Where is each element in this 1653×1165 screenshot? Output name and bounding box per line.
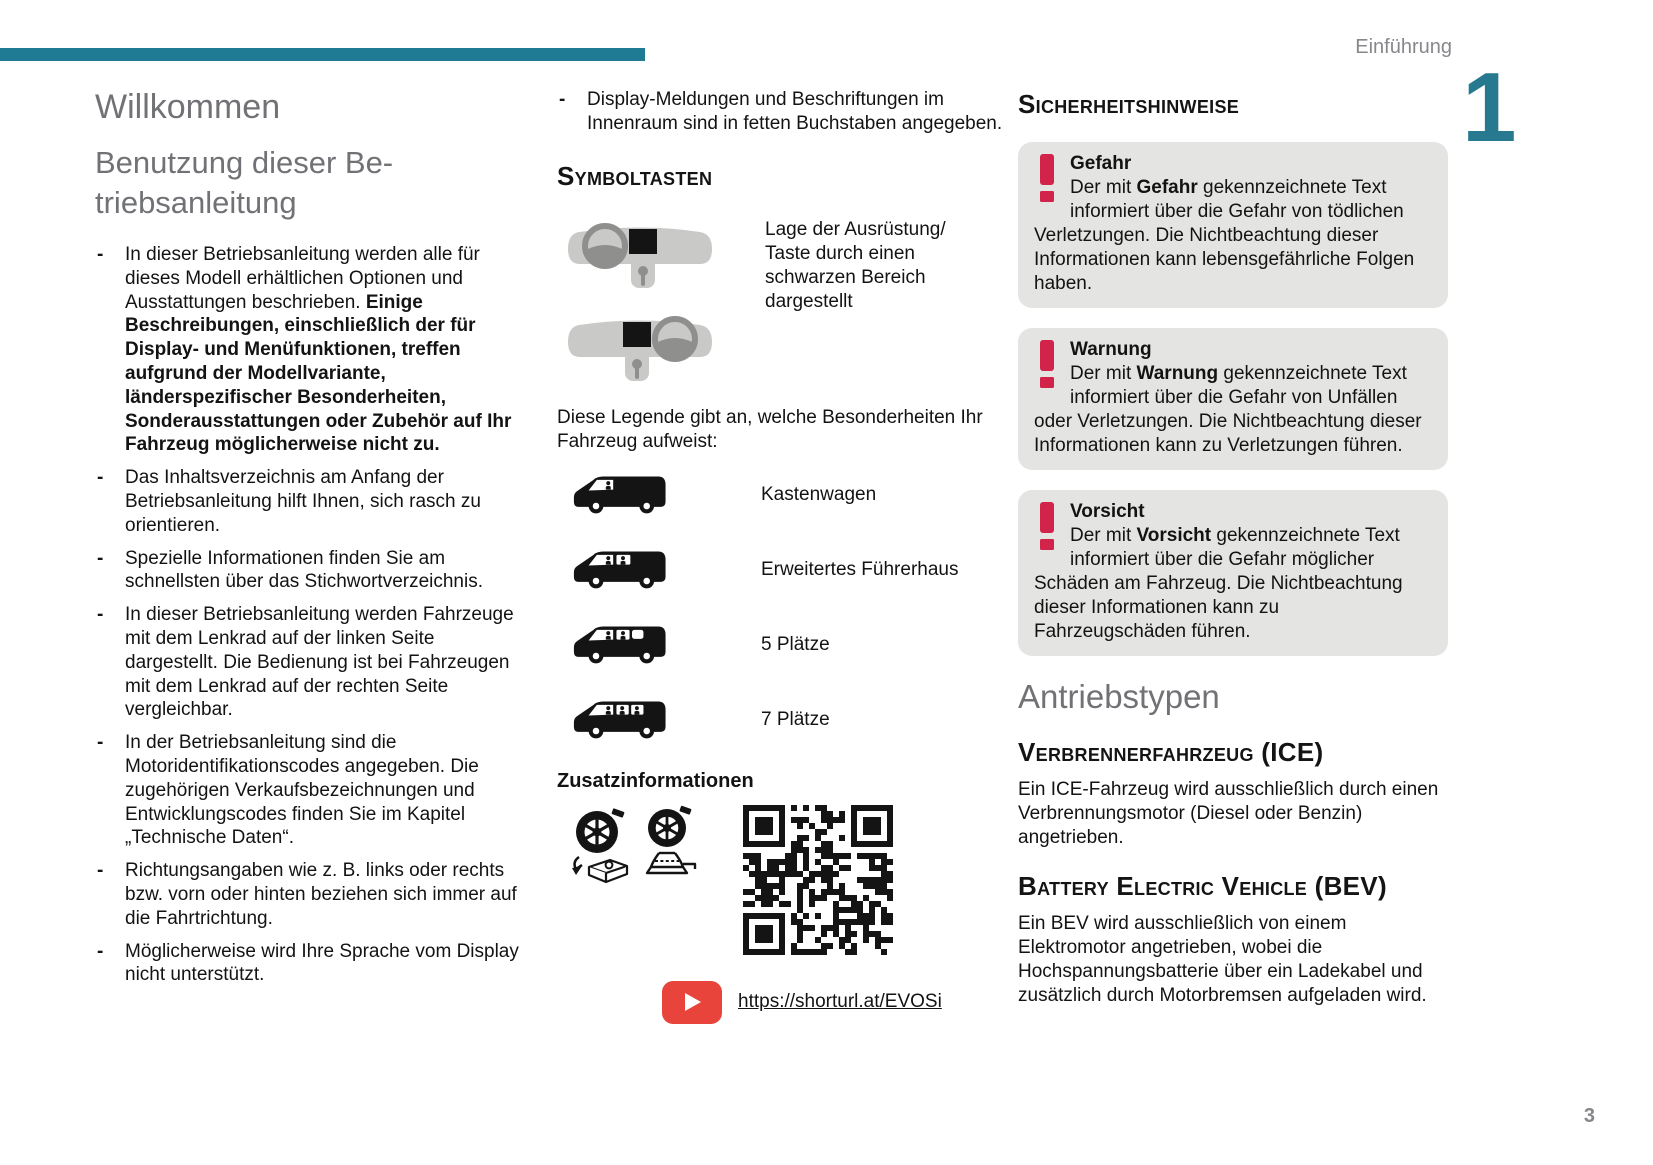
- legend-row-erweitertes-fuehrerhaus: [573, 545, 1015, 595]
- warning-box: Warnung Der mit Warnung gekennzeichnete Text informiert über die Gefahr von Unfällen oder Verletzungen. Die Nichtbeachtung dieser Informationen kann zu Verletzungen führen.: [1018, 328, 1448, 470]
- bev-paragraph: Ein BEV wird ausschließlich von einem Elektromotor angetrieben, wobei die Hochspannungsbatterie über ein Ladekabel und zusätzlich durch Motorbremsen aufgeladen wird.: [1018, 913, 1427, 1006]
- legend-label: 7 Plätze: [761, 708, 830, 730]
- bev-heading: Battery Electric Vehicle (BEV): [1018, 871, 1387, 901]
- legend-row-7-plaetze: [573, 695, 1015, 745]
- box-title: Gefahr: [1070, 153, 1132, 174]
- safety-boxes: [1018, 142, 1448, 656]
- page-title: Willkommen: [95, 88, 281, 126]
- symbol-key-row: [557, 212, 1015, 392]
- video-link[interactable]: https://shorturl.at/EVOSi: [738, 991, 942, 1013]
- list-item: - Spezielle Informationen finden Sie am schnellsten über das Stichwortverzeichnis.: [97, 547, 484, 593]
- video-link-row: [662, 981, 1015, 1024]
- tire-icons: [567, 805, 703, 894]
- zusatz-icons-row: [567, 805, 1015, 955]
- ice-paragraph: Ein ICE-Fahrzeug wird ausschließlich durch einen Verbrennungsmotor (Diesel oder Benzin) angetrieben.: [1018, 779, 1439, 848]
- danger-box: Gefahr Der mit Gefahr gekennzeichnete Text informiert über die Gefahr von tödlichen Verletzungen. Die Nichtbeachtung dieser Informationen kann lebensgefährliche Folgen haben.: [1018, 142, 1448, 308]
- page-number: 3: [1583, 1105, 1595, 1127]
- chapter-number: 1: [1462, 52, 1517, 162]
- legend-row-kastenwagen: [573, 470, 1015, 520]
- list-item: - Display-Meldungen und Beschriftungen im Innenraum sind in fetten Buchstaben angegeben.: [559, 89, 1003, 134]
- list-item: - Das Inhaltsverzeichnis am Anfang der Betriebsanleitung hilft Ihnen, sich rasch zu orientieren.: [97, 467, 481, 536]
- youtube-play-icon[interactable]: [662, 981, 722, 1024]
- dashboard-right-hand-drive-icon: [567, 305, 713, 392]
- legend-row-5-plaetze: [573, 620, 1015, 670]
- left-column: [95, 88, 527, 996]
- qr-code: [743, 805, 893, 955]
- van-5-seats-icon: [573, 620, 673, 670]
- caution-box: Vorsicht Der mit Vorsicht gekennzeichnete Text informiert über die Gefahr möglicher Schäden am Fahrzeug. Die Nichtbeachtung dieser Informationen kann zu Fahrzeugschäden führen.: [1018, 490, 1448, 656]
- exclamation-icon: [1036, 502, 1058, 552]
- legend-label: Erweitertes Führerhaus: [761, 558, 959, 580]
- legend-intro: Diese Legende gibt an, welche Besonderheiten Ihr Fahrzeug aufweist:: [557, 406, 983, 452]
- list-item: - Richtungsangaben wie z. B. links oder rechts bzw. vorn oder hinten beziehen sich immer auf die Fahrtrichtung.: [97, 860, 517, 929]
- exclamation-icon: [1036, 340, 1058, 390]
- vehicle-legend: [573, 470, 1015, 745]
- tire-inflator-kit-icon: [567, 805, 633, 894]
- legend-label: 5 Plätze: [761, 633, 830, 655]
- running-header: Einführung: [1355, 36, 1452, 58]
- exclamation-icon: [1036, 154, 1058, 204]
- ice-heading: Verbrennerfahrzeug (ICE): [1018, 737, 1324, 767]
- section-subtitle: [95, 143, 527, 223]
- list-item: - In dieser Betriebsanleitung werden Fahrzeuge mit dem Lenkrad auf der linken Seite dargestellt. Die Bedienung ist bei Fahrzeugen mit dem Lenkrad auf der rechten Seite vergleichbar.: [97, 604, 514, 721]
- subtitle-line: triebsanleitung: [95, 185, 297, 220]
- box-title: Vorsicht: [1070, 501, 1145, 522]
- intro-bullet-list-continued: [557, 88, 1015, 136]
- right-column: [1018, 88, 1448, 1008]
- van-7-seats-icon: [573, 695, 673, 745]
- middle-column: [557, 88, 1015, 1024]
- list-item: - Möglicherweise wird Ihre Sprache vom Display nicht unterstützt.: [97, 940, 519, 986]
- box-title: Warnung: [1070, 339, 1152, 360]
- dashboard-left-hand-drive-icon: [567, 212, 713, 299]
- list-item: - In dieser Betriebsanleitung werden alle für dieses Modell erhältlichen Optionen und Ausstattungen beschrieben. Einige Beschreibungen, einschließlich der für Display- und Menüfunktionen, treffen aufgrund der Modellvariante, länderspezifischer Besonderheiten, Sonderausstattungen oder Zubehör auf Ihr Fahrzeug möglicherweise nicht zu.: [97, 244, 512, 456]
- van-cargo-icon: [573, 470, 673, 520]
- intro-bullet-list: [95, 243, 527, 987]
- symboltasten-heading: Symboltasten: [557, 160, 713, 191]
- van-crew-cab-icon: [573, 545, 673, 595]
- list-item: - In der Betriebsanleitung sind die Motoridentifikationscodes angegeben. Die zugehörigen Verkaufsbezeichnungen und Entwicklungscodes finden Sie im Kapitel „Technische Daten“.: [97, 732, 479, 849]
- symbol-key-caption: Lage der Ausrüstung/ Taste durch einen schwarzen Bereich dargestellt: [765, 218, 946, 312]
- legend-label: Kastenwagen: [761, 483, 877, 505]
- sicherheitshinweise-heading: Sicherheitshinweise: [1018, 89, 1240, 119]
- zusatzinformationen-heading: Zusatzinformationen: [557, 769, 754, 792]
- subtitle-line: Benutzung dieser Be-: [95, 145, 394, 180]
- tire-jack-icon: [639, 805, 703, 894]
- antriebstypen-heading: Antriebstypen: [1018, 678, 1220, 715]
- dashboard-icons: [567, 212, 713, 392]
- chapter-accent-bar: [0, 48, 645, 61]
